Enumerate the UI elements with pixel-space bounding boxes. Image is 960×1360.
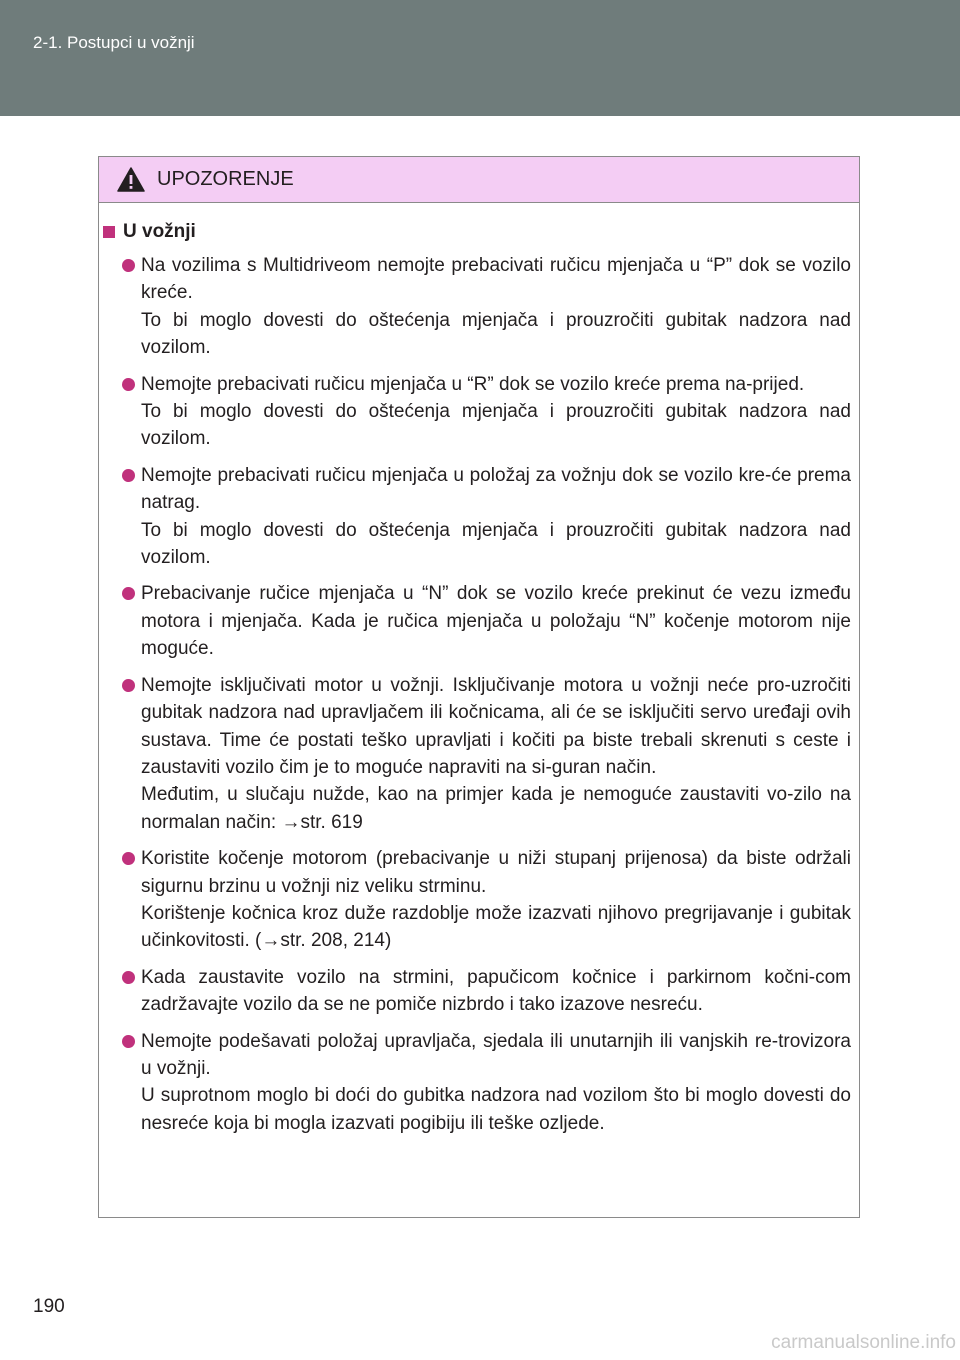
watermark: carmanualsonline.info [771,1332,956,1353]
warning-bullet-item [103,252,855,362]
bullet-paragraph: Kada zaustavite vozilo na strmini, papučicom kočnice i parkirnom kočni-com zadržavajte vozilo da se ne pomiče nizbrdo i tako izazove nesreću. [141,966,851,1016]
bullet-paragraph: To bi moglo dovesti do oštećenja mjenjača i prouzročiti gubitak nadzora nad vozilom. [141,519,851,569]
bullet-paragraph: Koristite kočenje motorom (prebacivanje u niži stupanj prijenosa) da biste održali sigurnu brzinu u vožnji niz veliku strminu. [141,848,851,897]
bullet-paragraph: To bi moglo dovesti do oštećenja mjenjača i prouzročiti gubitak nadzora nad vozilom. [141,309,851,359]
round-bullet-icon [122,587,135,600]
warning-bullet-item [103,580,855,662]
bullet-paragraph: To bi moglo dovesti do oštećenja mjenjača i prouzročiti gubitak nadzora nad vozilom. [141,401,851,450]
subsection-title-text: U vožnji [123,221,196,242]
round-bullet-icon [122,679,135,692]
subsection-driving [103,221,855,1146]
warning-bullet-list [103,252,855,1137]
warning-header [99,157,859,203]
warning-bullet-item [103,371,855,453]
bullet-paragraph: Nemojte prebacivati ručicu mjenjača u “R” dok se vozilo kreće prema na-prijed. [141,373,805,395]
round-bullet-icon [122,259,135,272]
warning-bullet-item [103,462,855,572]
round-bullet-icon [122,1035,135,1048]
subsection-title [103,221,855,243]
warning-bullet-item [103,672,855,836]
bullet-paragraph: Korištenje kočnica kroz duže razdoblje može izazvati njihovo pregrijavanje i gubitak učinkovitosti. (→str. 208, 214) [141,902,851,952]
square-bullet-icon [103,226,115,238]
round-bullet-icon [122,852,135,865]
warning-bullet-item [103,1028,855,1138]
section-title: 2-1. Postupci u vožnji [33,33,195,52]
bullet-paragraph: Na vozilima s Multidriveom nemojte prebacivati ručicu mjenjača u “P” dok se vozilo kreće. [141,255,851,304]
chapter-header-band [0,0,960,116]
warning-label: UPOZORENJE [157,168,294,190]
bullet-paragraph: Prebacivanje ručice mjenjača u “N” dok se vozilo kreće prekinut će vezu između motora i mjenjača. Kada je ručica mjenjača u položaju “N” kočenje motorom nije moguće. [141,583,851,660]
page-number: 190 [33,1296,65,1317]
warning-triangle-icon [117,167,145,192]
bullet-paragraph: U suprotnom moglo bi doći do gubitka nadzora nad vozilom što bi moglo dovesti do nesreće koja bi mogla izazvati pogibiju ili teške ozljede. [141,1085,851,1134]
warning-box [98,156,860,1218]
bullet-paragraph: Nemojte isključivati motor u vožnji. Isključivanje motora u vožnji neće pro-uzročiti gubitak nadzora nad upravljačem ili kočnicama, ali će se isključiti servo uređaji ovih sustava. Time će postati teško upravljati i kočiti pa biste trebali skrenuti s ceste i zaustaviti vozilo čim je to moguće napraviti na si-guran način. [141,674,851,778]
bullet-paragraph: Međutim, u slučaju nužde, kao na primjer kada je nemoguće zaustaviti vo-zilo na normalan način: →str. 619 [141,784,851,833]
bullet-paragraph: Nemojte podešavati položaj upravljača, sjedala ili unutarnjih ili vanjskih re-trovizora u vožnji. [141,1030,851,1079]
bullet-paragraph: Nemojte prebacivati ručicu mjenjača u položaj za vožnju dok se vozilo kre-će prema natrag. [141,464,851,514]
warning-bullet-item [103,845,855,955]
round-bullet-icon [122,378,135,391]
warning-bullet-item [103,964,855,1019]
round-bullet-icon [122,971,135,984]
round-bullet-icon [122,469,135,482]
